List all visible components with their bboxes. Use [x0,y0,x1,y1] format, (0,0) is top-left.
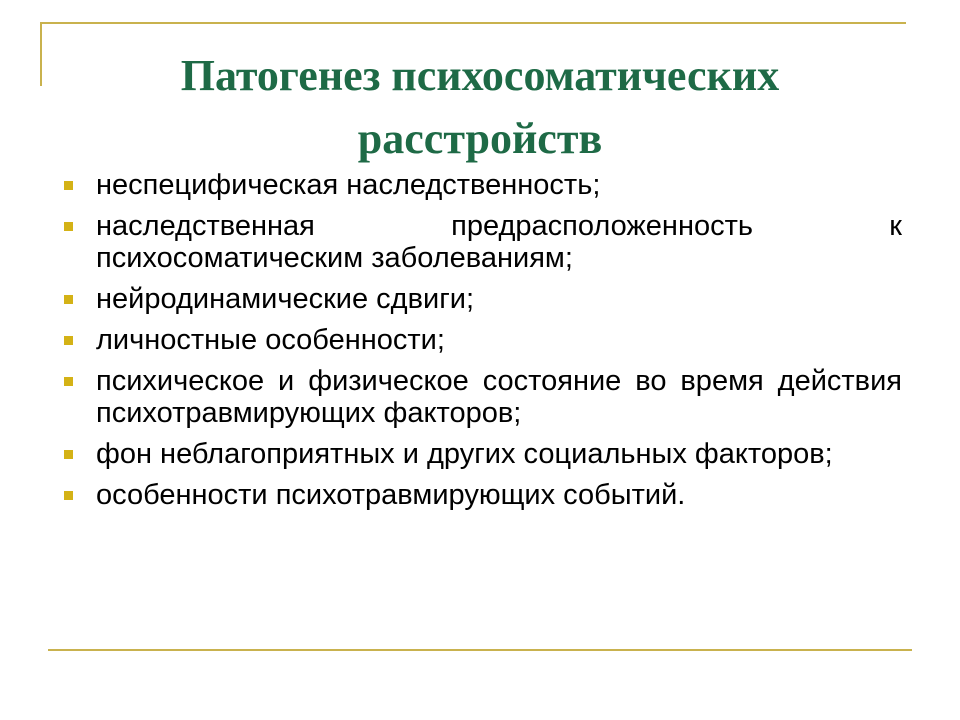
bullet-text: особенности психотравмирующих событий. [96,479,686,511]
bullet-text: личностные особенности; [96,324,445,356]
square-bullet-icon [64,450,73,459]
bullet-item-3 [62,283,902,315]
square-bullet-icon [64,377,73,386]
bullet-text: неспецифическая наследственность; [96,169,601,201]
slide-title-line-2: расстройств [357,114,603,163]
bullet-item-1 [62,169,902,201]
bullet-item-5 [62,365,902,429]
square-bullet-icon [64,336,73,345]
bullet-text: наследственная предрасположенность к психосоматическим заболеваниям; [96,210,902,274]
bullet-item-7 [62,479,902,511]
bullet-text: психическое и физическое состояние во время действия психотравмирующих факторов; [96,365,902,429]
square-bullet-icon [64,222,73,231]
bullet-list [62,169,902,520]
bullet-item-4 [62,324,902,356]
frame-top-line [40,22,906,24]
square-bullet-icon [64,295,73,304]
bullet-item-6 [62,438,902,470]
frame-bottom-line [48,649,912,651]
square-bullet-icon [64,491,73,500]
bullet-item-2 [62,210,902,274]
square-bullet-icon [64,181,73,190]
slide-title-line-1: Патогенез психосоматических [180,51,780,100]
bullet-text: нейродинамические сдвиги; [96,283,475,315]
frame-left-line [40,22,42,86]
slide-title [60,44,900,170]
bullet-text: фон неблагоприятных и других социальных факторов; [96,438,833,470]
